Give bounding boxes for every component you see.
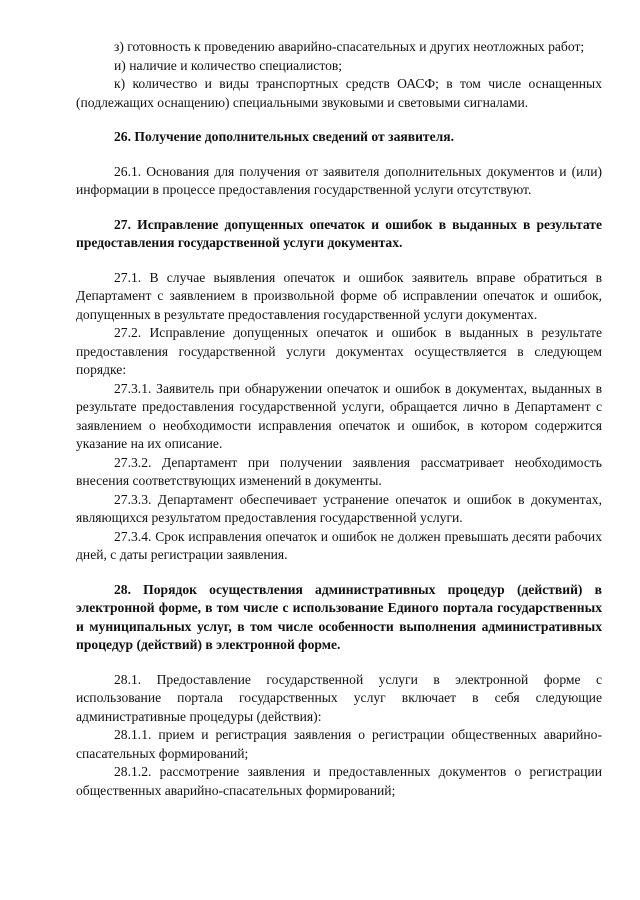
paragraph-27-3-2: 27.3.2. Департамент при получении заявления рассматривает необходимость внесения соответствующих изменений в документы. (76, 454, 602, 488)
section-28-heading: 28. Порядок осуществления административных процедур (действий) в электронной форме, в том числе с использование Единого портала государственных и муниципальных услуг, в том числе особенности выполнения административных процедур (действий) в электронной форме. (76, 581, 602, 652)
paragraph-28-1-2: 28.1.2. рассмотрение заявления и предоставленных документов о регистрации общественных аварийно-спасательных формирований; (76, 764, 602, 798)
document-page (76, 38, 602, 800)
paragraph-27-3-1: 27.3.1. Заявитель при обнаружении опечаток и ошибок в документах, выданных в результате предоставления государственной услуги, обращается лично в Департамент с заявлением о необходимости исправления опечаток и ошибок, в котором содержится указание на их описание. (76, 380, 602, 451)
paragraph-28-1: 28.1. Предоставление государственной услуги в электронной форме с использование портала государственных услуг включает в себя следующие административные процедуры (действия): (76, 671, 602, 724)
paragraph-27-3-3: 27.3.3. Департамент обеспечивает устранение опечаток и ошибок в документах, являющихся результатом предоставления государственной услуги. (76, 491, 602, 525)
item-z: з) готовность к проведению аварийно-спасательных и других неотложных работ; (114, 39, 585, 54)
section-26-heading: 26. Получение дополнительных сведений от заявителя. (114, 129, 454, 144)
section-27-heading: 27. Исправление допущенных опечаток и ошибок в выданных в результате предоставления государственной услуги документах. (76, 216, 602, 250)
item-k: к) количество и виды транспортных средств ОАСФ; в том числе оснащенных (подлежащих оснащению) специальными звуковыми и световыми сигналами. (76, 76, 602, 110)
paragraph-27-2: 27.2. Исправление допущенных опечаток и ошибок в выданных в результате предоставления государственной услуги документах осуществляется в следующем порядке: (76, 325, 602, 377)
paragraph-28-1-1: 28.1.1. прием и регистрация заявления о регистрации общественных аварийно-спасательных формирований; (76, 727, 602, 761)
paragraph-26-1: 26.1. Основания для получения от заявителя дополнительных документов и (или) информации в процессе предоставления государственной услуги отсутствуют. (76, 163, 602, 197)
item-i: и) наличие и количество специалистов; (114, 57, 343, 73)
paragraph-27-3-4: 27.3.4. Срок исправления опечаток и ошибок не должен превышать десяти рабочих дней, с даты регистрации заявления. (76, 528, 602, 562)
paragraph-27-1: 27.1. В случае выявления опечаток и ошибок заявитель вправе обратиться в Департамент с заявлением в произвольной форме об исправлении опечаток и ошибок, допущенных в результате предоставления государственной услуги документах. (76, 269, 602, 322)
